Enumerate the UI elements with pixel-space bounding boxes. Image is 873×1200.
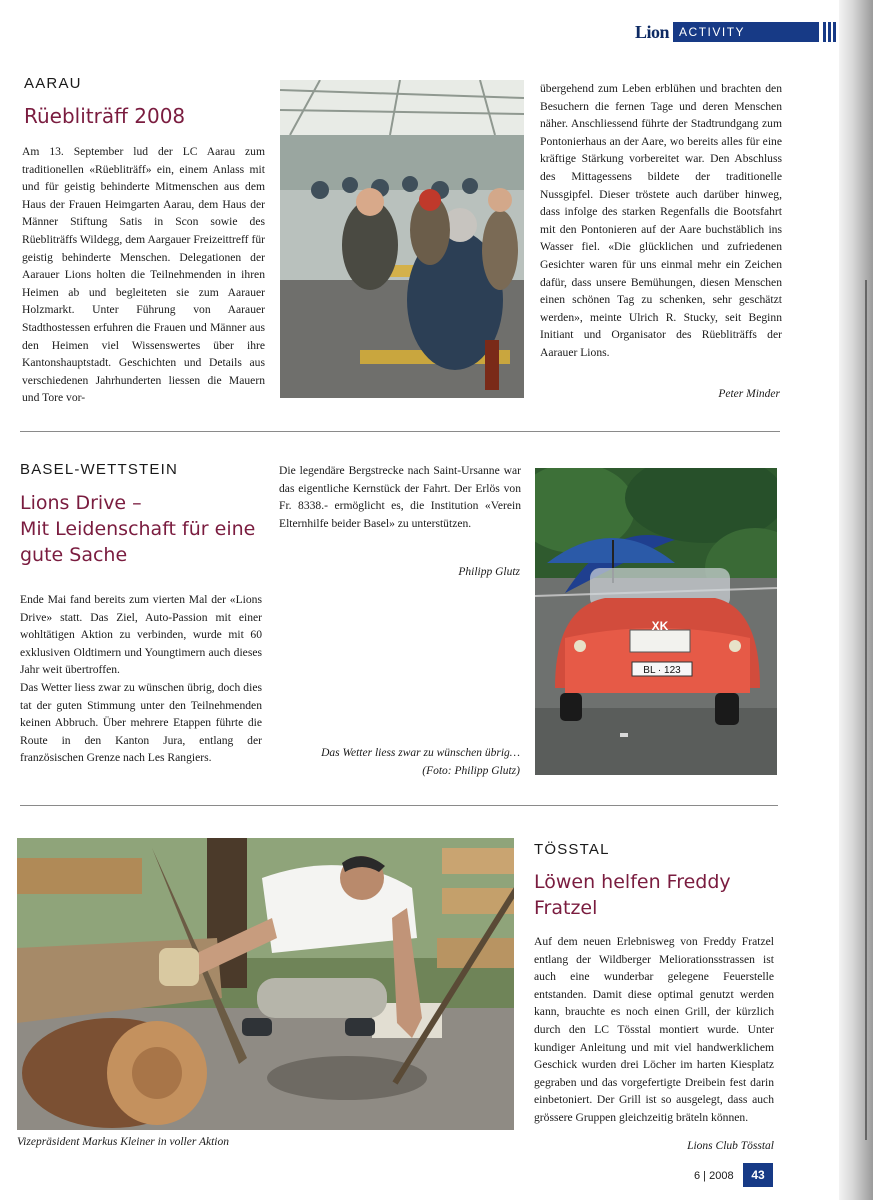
aarau-body-right: übergehend zum Leben erblühen und brachten den Besuchern die fernen Tage und deren Menschen näher. Anschliessend führte der Stadtrundgang zum Pontonierhaus an der Aare, wo bereits alles für eine kräftige Stärkung vorbereitet war. Den Abschluss des Mittagessens bildete der traditionelle Nussgipfel. Dieser tröstete auch darüber hinweg, dass infolge des starken Regenfalls die Bootsfahrt mit den Pontonieren auf der Aare buchstäblich ins Wasser fiel. «Die glücklichen und zufriedenen Gesichter waren für uns einmal mehr ein Zeichen dafür, dass unsere Bemühungen, diesen Menschen einen schönen Tag zu schenken, sehr geschätzt werden», meinte Ulrich R. Stucky, seit Beginn Initiant und Organisator des Rüebliträffs der Aarauer Lions. bbox=[540, 82, 782, 359]
brand-logo: Lion bbox=[635, 21, 670, 42]
basel-caption-line-2: (Foto: Philipp Glutz) bbox=[422, 765, 520, 777]
aarau-photo bbox=[280, 80, 524, 398]
binding-line bbox=[865, 280, 867, 1140]
basel-kicker: BASEL-WETTSTEIN bbox=[20, 461, 179, 478]
toesstal-body: Auf dem neuen Erlebnisweg von Freddy Fratzel entlang der Wildberger Meliorationsstrassen ist auch eine wunderbar gelegene Feuerstelle entstanden. Damit diese optimal genutzt werden kann, brauchte es noch einen Grill, der kürzlich durch den LC Tösstal montiert wurde. Unter kundiger Anleitung und mit viel handwerklichem Geschick wurden drei Löcher im harten Kiesplatz gegraben und das vorgefertigte Dreibein fest darin einbetoniert. Der Grill ist so ausgelegt, dass auch grössere Gruppen gleichzeitig bräteln können. bbox=[534, 935, 774, 1124]
basel-body-middle: Die legendäre Bergstrecke nach Saint-Ursanne war das eigentliche Kernstück der Fahrt. Der Erlös von Fr. 8338.- ermöglicht es, die Institution «Verein Elternhilfe beider Basel» zu unterstützen. bbox=[279, 464, 521, 530]
divider-1 bbox=[20, 431, 780, 432]
aarau-body-left: Am 13. September lud der LC Aarau zum traditionellen «Rüebliträff» ein, einem Anlass mit und für geistig behinderte Mitmenschen aus dem Haus der Frauen Heimgarten Aarau, dem Haus der Männer Stiftung Satis in Scon sowie des Rüebliträffs Wildegg, dem Aargauer Freizeittreff für geistig behinderte Menschen. Delegationen der Aarauer Lions holten die Teilnehmenden in ihren Heimen ab und begleiteten sie zum Aarauer Holzmarkt. Unter Führung von Aarauer Stadthostessen erfuhren die Frauen und Männer aus den Heimen viel Wissenswertes über ihre Kantonshauptstadt. Geschichten und Details aus verschiedenen Jahrhunderten liessen die Mauern und Tore vor- bbox=[22, 145, 265, 405]
aarau-kicker: AARAU bbox=[24, 75, 82, 92]
magazine-header bbox=[635, 22, 836, 42]
basel-caption bbox=[280, 744, 520, 780]
toesstal-caption: Vizepräsident Markus Kleiner in voller Aktion bbox=[17, 1136, 229, 1148]
basel-car-photo bbox=[535, 468, 777, 775]
basel-paragraph-2: Das Wetter liess zwar zu wünschen übrig, doch dies tat der guten Stimmung unter den Teilnehmenden keinen Abbruch. Über mehrere Etappen führte die Route in den Kanton Jura, entlang der französischen Grenze nach Les Rangiers. bbox=[20, 680, 262, 765]
basel-title-line-3: gute Sache bbox=[20, 544, 128, 566]
toesstal-title bbox=[534, 869, 731, 921]
basel-body-left bbox=[20, 591, 262, 767]
section-label: ACTIVITY bbox=[673, 22, 819, 42]
toesstal-title-line-1: Löwen helfen Freddy bbox=[534, 871, 731, 893]
basel-title-line-1: Lions Drive – bbox=[20, 492, 142, 514]
basel-title-line-2: Mit Leidenschaft für eine bbox=[20, 518, 256, 540]
car-plate-number: BL · 123 bbox=[643, 665, 681, 676]
toesstal-kicker: TÖSSTAL bbox=[534, 841, 610, 858]
page-edge bbox=[839, 0, 873, 1200]
aarau-author: Peter Minder bbox=[718, 388, 780, 400]
toesstal-title-line-2: Fratzel bbox=[534, 897, 598, 919]
toesstal-photo bbox=[17, 838, 514, 1130]
header-stripes bbox=[821, 22, 836, 42]
basel-caption-line-1: Das Wetter liess zwar zu wünschen übrig… bbox=[321, 747, 520, 759]
car-plate-top: XK bbox=[651, 619, 669, 633]
basel-author: Philipp Glutz bbox=[458, 566, 520, 578]
basel-title bbox=[20, 490, 255, 568]
toesstal-author: Lions Club Tösstal bbox=[687, 1140, 774, 1152]
page-number: 43 bbox=[743, 1163, 773, 1187]
issue-number: 6 | 2008 bbox=[694, 1170, 734, 1182]
basel-paragraph-1: Ende Mai fand bereits zum vierten Mal der «Lions Drive» statt. Das Ziel, Auto-Passion mit einer wohltätigen Aktion zu verbinden, wurde mit 60 exklusiven Oldtimern und Youngtimern auch dieses Jahr weit übertroffen. bbox=[20, 593, 262, 677]
aarau-title: Rüebliträff 2008 bbox=[24, 104, 186, 128]
divider-2 bbox=[20, 805, 778, 806]
